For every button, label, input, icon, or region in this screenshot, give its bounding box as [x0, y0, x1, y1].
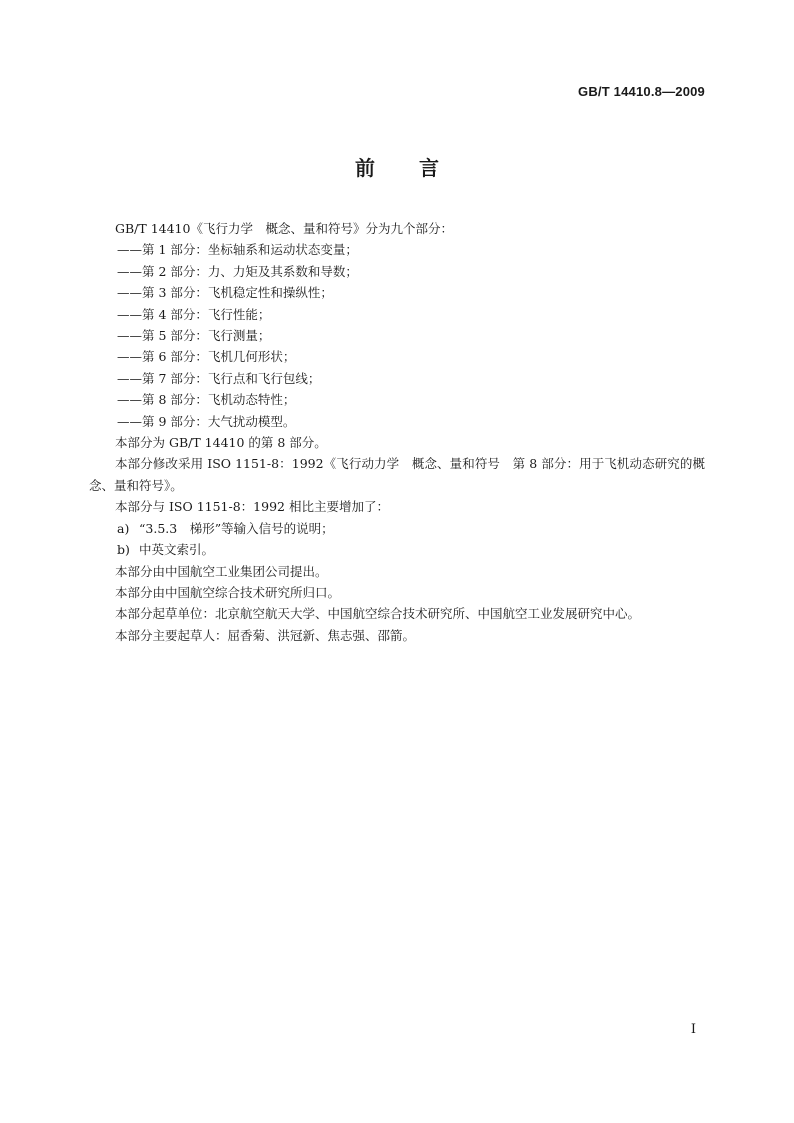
difference-marker-b: b) — [117, 542, 130, 558]
drafters-statement: 本部分主要起草人：屈香菊、洪冠新、焦志强、邵箭。 — [115, 627, 416, 643]
difference-text-a: “3.5.3 梯形”等输入信号的说明； — [139, 520, 334, 536]
part-item-2: ——第 2 部分：力、力矩及其系数和导数； — [117, 263, 358, 279]
part-item-5: ——第 5 部分：飞行测量； — [117, 328, 271, 344]
part-statement: 本部分为 GB/T 14410 的第 8 部分。 — [115, 435, 327, 451]
intro-paragraph: GB/T 14410《飞行力学 概念、量和符号》分为九个部分： — [115, 221, 453, 236]
difference-item-b — [89, 539, 705, 560]
difference-marker-a: a) — [117, 520, 130, 536]
title-char-1: 前 — [355, 156, 375, 180]
part-item-7: ——第 7 部分：飞行点和飞行包线； — [117, 370, 321, 386]
centralized-unit-statement: 本部分由中国航空综合技术研究所归口。 — [115, 584, 341, 600]
page-title — [0, 152, 794, 181]
part-item-3: ——第 3 部分：飞机稳定性和操纵性； — [117, 285, 333, 301]
part-item-8: ——第 8 部分：飞机动态特性； — [117, 392, 296, 408]
difference-item-a — [89, 518, 705, 539]
page-number: I — [690, 1022, 696, 1037]
differences-statement: 本部分与 ISO 1151-8：1992 相比主要增加了： — [115, 499, 389, 515]
part-item-9: ——第 9 部分：大气扰动模型。 — [117, 413, 296, 429]
part-item-1: ——第 1 部分：坐标轴系和运动状态变量； — [117, 242, 358, 258]
proposer-statement: 本部分由中国航空工业集团公司提出。 — [115, 563, 328, 579]
drafting-units-statement: 本部分起草单位：北京航空航天大学、中国航空综合技术研究所、中国航空工业发展研究中心。 — [115, 606, 641, 622]
foreword-body — [89, 218, 705, 646]
part-item-4: ——第 4 部分：飞行性能； — [117, 306, 271, 322]
part-item-6: ——第 6 部分：飞机几何形状； — [117, 349, 296, 365]
adoption-statement: 本部分修改采用 ISO 1151-8：1992《飞行动力学 概念、量和符号 第 8 部分：用于飞机动态研究的概念、量和符号》。 — [89, 456, 705, 493]
standard-code: GB/T 14410.8—2009 — [578, 84, 705, 99]
difference-text-b: 中英文索引。 — [139, 542, 215, 558]
title-char-2: 言 — [419, 156, 439, 180]
